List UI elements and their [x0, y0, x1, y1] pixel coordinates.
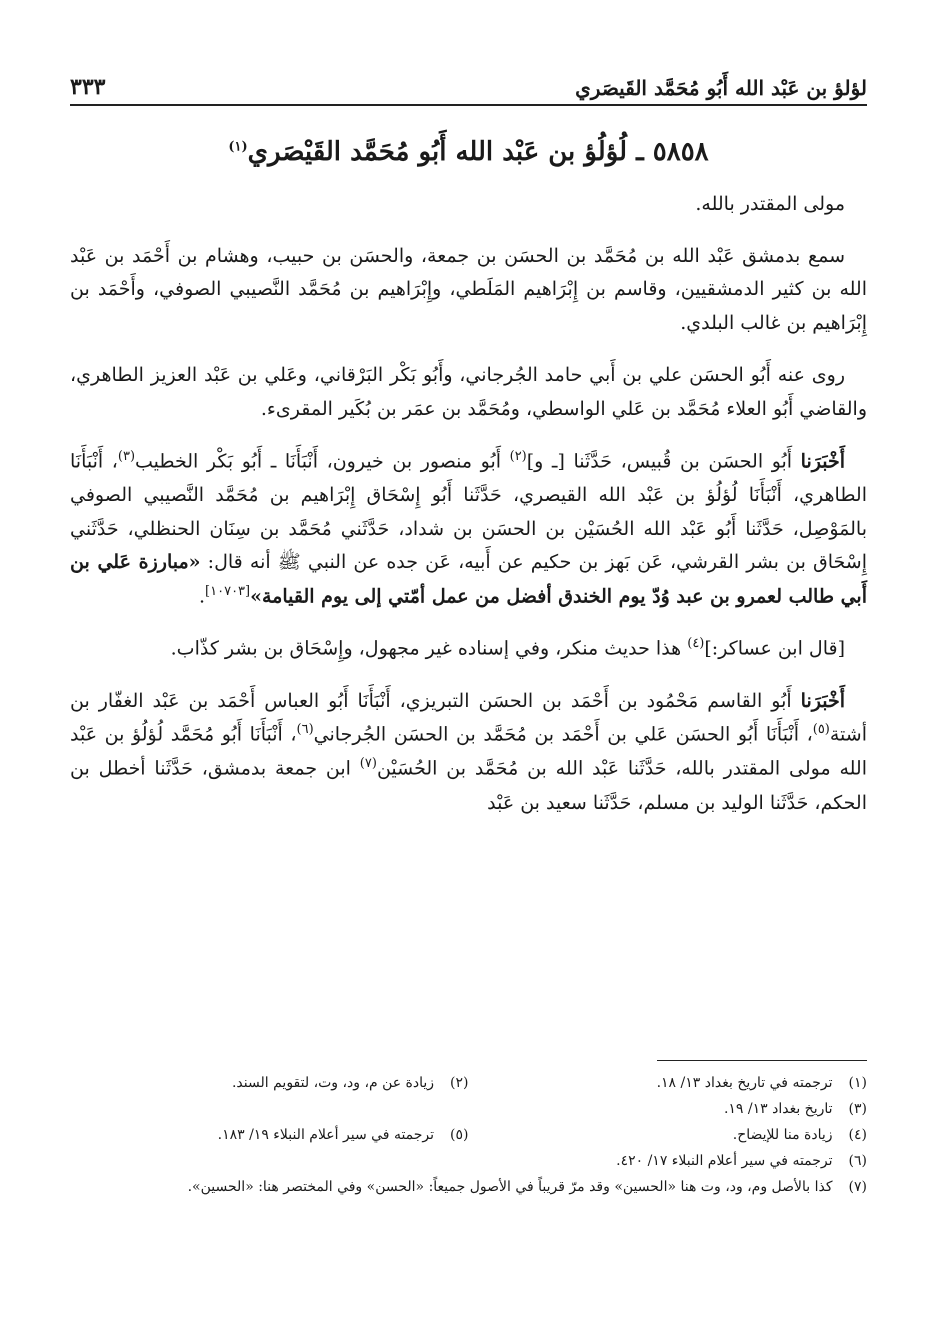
akhbarana-lead: أَخْبَرَنا: [800, 450, 845, 472]
akhbarana-lead: أَخْبَرَنا: [800, 689, 845, 712]
footnote-number: (١): [848, 1075, 867, 1091]
paragraph-teachers: [70, 240, 867, 341]
paragraph-hadith-1: [70, 445, 867, 615]
footnote-row: [70, 1071, 867, 1097]
paragraph-text: ، أَنْبَأَنَا أَبُو الحسَن عَلي بن أَحْمَد بن مُحَمَّد بن الحسَن الجُرجاني: [313, 723, 813, 746]
page-number: ٣٣٣: [70, 74, 106, 100]
book-page: [70, 60, 867, 1300]
footnote-row: [70, 1175, 867, 1201]
paragraph-text: هذا حديث منكر، وفي إسناده غير مجهول، وإِسْحَاق بن بشر كذّاب.: [170, 637, 688, 660]
footnote-4: [469, 1123, 868, 1149]
paragraph-text: .: [199, 585, 206, 608]
footnote-ref: (٤): [687, 636, 705, 652]
footnote-text: تاريخ بغداد ١٣/ ١٩.: [723, 1100, 833, 1117]
footnote-ref: (٥): [812, 722, 830, 738]
footnote-number: (٥): [450, 1126, 469, 1143]
paragraph-mawla: [70, 188, 867, 222]
footnote-ref: (٧): [359, 756, 377, 772]
footnotes: [70, 1060, 867, 1200]
footnote-1: [469, 1071, 868, 1097]
hadith-number: [١٠٧٠٣]: [205, 584, 251, 600]
footnote-ref: (٢): [509, 448, 527, 464]
hadith-quote: «مبارزة عَلي بن أَبي طالب لعمرو بن عبد وُدّ يوم الخندق أفضل من عمل أمّتي إلى يوم القيامة»: [70, 551, 867, 608]
footnote-number: (٢): [450, 1075, 469, 1091]
running-header: [70, 60, 867, 106]
paragraph-hadith-2: [70, 685, 867, 821]
footnote-text: زيادة عن م، ود، وت، لتقويم السند.: [231, 1075, 435, 1091]
footnote-2: [70, 1071, 469, 1097]
paragraph-text: أَبُو الحسَن بن قُبيس، حَدَّثَنا [ـ و]: [526, 450, 801, 472]
footnote-ref: (١): [228, 139, 248, 155]
footnote-divider: [657, 1060, 867, 1061]
paragraph-text: أَبُو القاسم مَحْمُود بن أَحْمَد بن الحسَن التبريزي، أَنْبَأَنَا أَبُو العباس أَحْمَد بن عَبْد الغفّار بن أشتة: [70, 689, 867, 746]
footnote-row: [70, 1149, 867, 1175]
paragraph-students: [70, 359, 867, 427]
footnote-5: [70, 1123, 469, 1149]
paragraph-text: أَبُو منصور بن خيرون، أَنْبَأَنَا ـ أَبُو بَكْر الخطيب: [135, 450, 510, 472]
paragraph-text: مولى المقتدر بالله.: [695, 192, 845, 215]
paragraph-text: ، أَنْبَأَنَا الطاهري، أَنْبَأَنَا لُؤلُؤ بن عَبْد الله القيصري، حَدَّثَنا أَبُو إِسْحَاق إِبْرَاهيم بن مُحَمَّد النَّصيبي الصوفي بالمَوْصِل، حَدَّثَنا أَبُو عَبْد الله الحُسَيْن بن الحسَن بن شداد، حَدَّثَني مُحَمَّد بن سِنَان الحنظلي، حَدَّثَني إِسْحَاق بن بشر القرشي، عَن بَهز بن حكيم عن أَبيه، عَن جده عن النبي ﷺ أنه قال:: [70, 450, 867, 574]
paragraph-text: ، أَنْبَأَنَا أَبُو مُحَمَّد لُؤلُؤ بن عَبْد الله مولى المقتدر بالله، حَدَّثَنا عَبْد الله بن مُحَمَّد بن الحُسَيْن: [70, 723, 868, 780]
footnote-text: ترجمته في تاريخ بغداد ١٣/ ١٨.: [656, 1075, 833, 1091]
footnote-ref: (٣): [117, 448, 136, 464]
footnote-number: (٤): [848, 1126, 867, 1143]
footnote-number: (٧): [848, 1178, 867, 1195]
paragraph-ibn-asakir: [70, 632, 867, 666]
footnote-ref: (٦): [296, 722, 314, 738]
footnote-6: [70, 1149, 867, 1175]
running-title: لؤلؤ بن عَبْد الله أَبُو مُحَمَّد القَيصَري: [575, 76, 867, 100]
paragraph-text: ابن جمعة بدمشق، حَدَّثَنا أخطل بن الحكم، حَدَّثَنا الوليد بن مسلم، حَدَّثَنا سعيد بن عَبْد: [70, 757, 867, 814]
entry-heading: [70, 136, 867, 170]
footnote-number: (٦): [848, 1152, 867, 1169]
footnote-number: (٣): [848, 1100, 867, 1117]
paragraph-text: سمع بدمشق عَبْد الله بن مُحَمَّد بن الحسَن بن جمعة، والحسَن بن حبيب، وهشام بن أَحْمَد بن عَبْد الله بن كثير الدمشقيين، وقاسم بن إِبْرَاهيم المَلَطي، وإِبْرَاهيم بن مُحَمَّد النَّصيبي الصوفي، وأَحْمَد بن إِبْرَاهيم بن غالب البلدي.: [70, 244, 867, 335]
paragraph-text: [قال ابن عساكر:]: [704, 637, 845, 660]
footnote-text: ترجمته في سير أعلام النبلاء ١٧/ ٤٢٠.: [616, 1152, 833, 1169]
footnote-row: [70, 1123, 867, 1149]
footnote-text: ترجمته في سير أعلام النبلاء ١٩/ ١٨٣.: [217, 1126, 435, 1143]
footnote-7: [70, 1175, 867, 1201]
footnote-text: زيادة منا للإيضاح.: [732, 1126, 833, 1143]
footnote-row: [70, 1097, 867, 1123]
footnote-text: كذا بالأصل وم، ود، وت هنا «الحسين» وقد مرّ قريباً في الأصول جميعاً: «الحسن» وفي المختصر هنا: «الحسين».: [187, 1178, 833, 1195]
entry-body: [70, 188, 867, 821]
entry-title: ٥٨٥٨ ـ لُؤلُؤ بن عَبْد الله أَبُو مُحَمَّد القَيْصَري: [247, 137, 709, 167]
footnote-3: [70, 1097, 867, 1123]
paragraph-text: روى عنه أَبُو الحسَن علي بن أَبي حامد الجُرجاني، وأَبُو بَكْر البَرْقاني، وعَلي بن عَبْد العزيز الطاهري، والقاضي أَبُو العلاء مُحَمَّد بن عَلي الواسطي، ومُحَمَّد بن عمَر بن بُكَير المقرىء.: [70, 364, 867, 420]
